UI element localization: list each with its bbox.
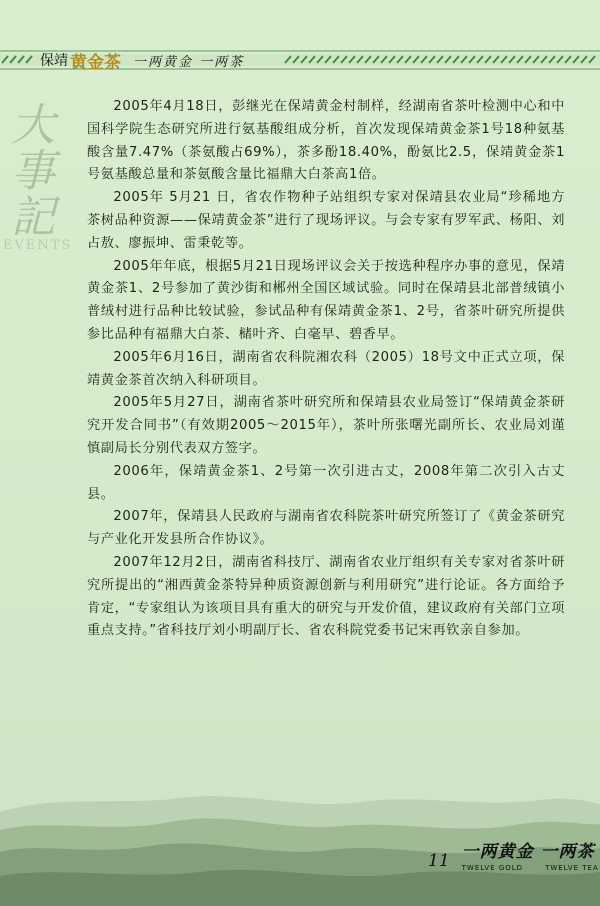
- event-paragraph: 2007年，保靖县人民政府与湖南省农科院茶叶研究所签订了《黄金茶研究与产业化开发县所合作协议》。: [87, 509, 565, 548]
- event-paragraph: 2005年6月16日，湖南省农科院湘农科（2005）18号文中正式立项，保靖黄金茶首次纳入科研项目。: [87, 349, 565, 388]
- side-subtitle: EVENTS: [3, 238, 73, 253]
- side-title-char: 大: [11, 100, 55, 151]
- footer-english-right: TWELVE TEA: [545, 864, 599, 872]
- event-paragraph: 2005年4月18日，彭继光在保靖黄金村制样，经湖南省茶叶检测中心和中国科学院生态研究所进行氨基酸组成分析，首次发现保靖黄金茶1号18种氨基酸含量7.47%（茶氨酸占69%），茶多酚18.40%，酚氨比2.5，保靖黄金茶1号氨基酸总量和茶氨酸含量比福鼎大白茶高1倍。: [87, 99, 565, 183]
- side-title: [8, 100, 58, 243]
- event-paragraph: 2005年 5月21 日，省农作物种子站组织专家对保靖县农业局“珍稀地方茶树品种资源——保靖黄金茶”进行了现场评议。与会专家有罗军武、杨阳、刘占敖、廖振坤、雷秉乾等。: [87, 190, 565, 251]
- page-number: 11: [428, 851, 450, 871]
- header-brand: [40, 50, 245, 73]
- brand-prefix: 保靖: [40, 53, 68, 69]
- event-paragraph: 2006年，保靖黄金茶1、2号第一次引进古丈，2008年第二次引入古丈县。: [87, 463, 565, 502]
- event-paragraph: 2007年12月2日，湖南省科技厅、湖南省农业厅组织有关专家对省茶叶研究所提出的“湘西黄金茶特异种质资源创新与利用研究”进行论证。各方面给予肯定，“专家组认为该项目具有重大的研究与开发价值，建议政府有关部门立项重点支持。”省科技厅刘小明副厅长、省农科院党委书记宋再钦亲自参加。: [87, 554, 565, 639]
- side-title-char: 記: [11, 192, 55, 243]
- side-title-char: 事: [11, 146, 55, 197]
- event-paragraph: 2005年年底，根据5月21日现场评议会关于按选种程序办事的意见，保靖黄金茶1、2号参加了黄沙街和郴州全国区域试验。同时在保靖县北部普绒镇小普绒村进行品种比较试验，参试品种有保靖黄金茶1、2号，省茶叶研究所提供参比品种有福鼎大白茶、槠叶齐、白毫早、碧香早。: [87, 258, 565, 342]
- footer-slogan-block: [462, 842, 599, 872]
- footer-slogan: 一两黄金 一两茶: [461, 842, 595, 862]
- event-paragraph: 2005年5月27日，湖南省茶叶研究所和保靖县农业局签订“保靖黄金茶研究开发合同书”（有效期2005～2015年），茶叶所张曙光副所长、农业局刘谨慎副局长分别代表双方签字。: [87, 395, 565, 456]
- brand-name: 黄金茶: [70, 52, 121, 73]
- footer: [428, 842, 599, 872]
- header-slogan: 一两黄金 一两茶: [133, 54, 245, 70]
- footer-english: [462, 864, 599, 872]
- events-text: [87, 96, 565, 643]
- footer-english-left: TWELVE GOLD: [461, 864, 524, 872]
- header-band: [0, 47, 600, 73]
